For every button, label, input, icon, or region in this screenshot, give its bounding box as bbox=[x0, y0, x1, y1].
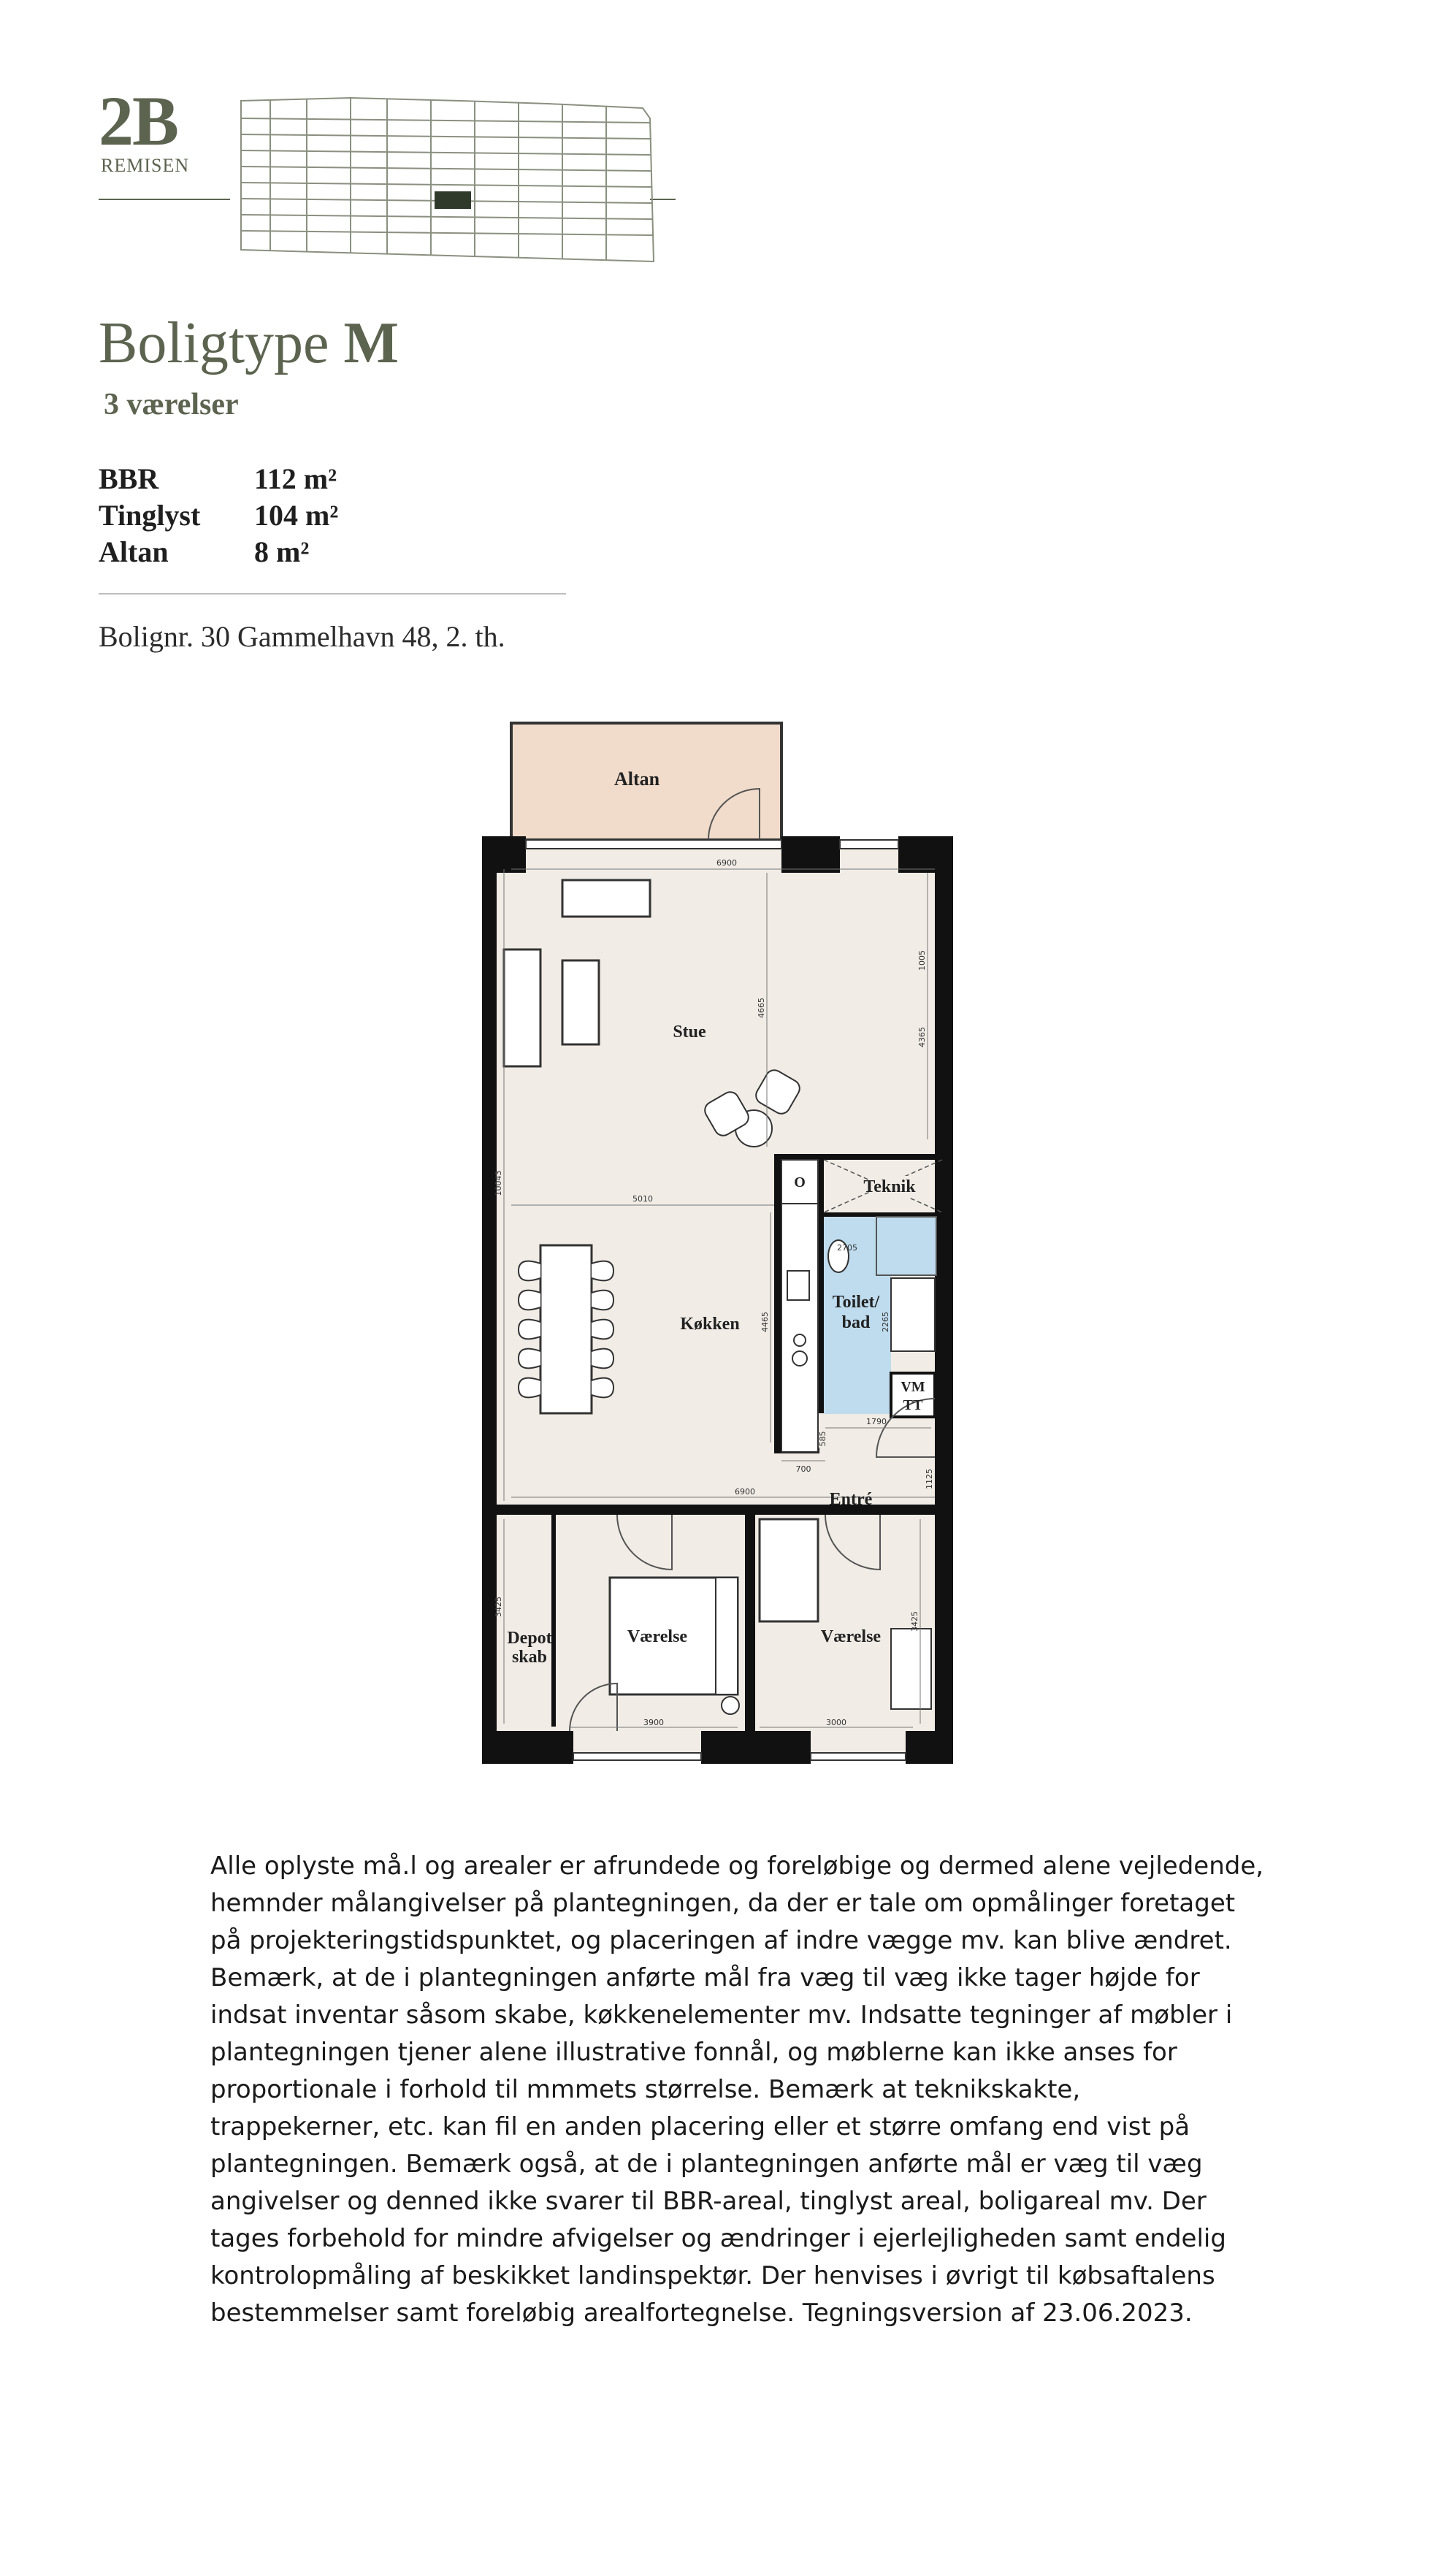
dim-room-h2: 3425 bbox=[910, 1611, 920, 1632]
dim-right-depth: 4365 bbox=[917, 1027, 927, 1047]
dim-left-depth: 10043 bbox=[494, 1170, 503, 1196]
dim-room1-w: 3900 bbox=[643, 1718, 664, 1727]
room-label-depot-1: Depot bbox=[507, 1629, 552, 1648]
disclaimer-line: angivelser og denned ikke svarer til BBR-areal, tinglyst areal, boligareal mv. Der bbox=[210, 2187, 1207, 2216]
building-name: REMISEN bbox=[101, 155, 190, 176]
floor-plan bbox=[438, 701, 1008, 1782]
disclaimer-line: plantegningen tjener alene illustrative fonnål, og møblerne kan ikke anses for bbox=[210, 2038, 1177, 2067]
unit-type-title bbox=[99, 311, 399, 375]
disclaimer-line: hemnder målangivelser på plantegningen, da der er tale om opmålinger foretaget bbox=[210, 1889, 1236, 1918]
dim-stue-depth: 4665 bbox=[757, 998, 766, 1018]
unit-type-letter: M bbox=[343, 311, 399, 375]
building-code: 2B bbox=[99, 82, 178, 160]
room-label-stue: Stue bbox=[673, 1023, 706, 1042]
room-label-altan: Altan bbox=[613, 768, 660, 790]
dim-small-w: 700 bbox=[795, 1464, 811, 1474]
area-value: 112 m² bbox=[254, 462, 337, 495]
disclaimer-line: kontrolopmåling af beskikket landinspektør. Der henvises i øvrigt til købsaftalens bbox=[210, 2261, 1215, 2290]
room-count: 3 værelser bbox=[104, 388, 239, 421]
disclaimer-line: trappekerner, etc. kan fil en anden placering eller et større omfang end vist på bbox=[210, 2112, 1190, 2141]
dim-room2-w: 3000 bbox=[826, 1718, 846, 1727]
area-label: BBR bbox=[99, 462, 159, 495]
dim-kitchen-depth: 4465 bbox=[760, 1312, 770, 1332]
dim-kitchen-width: 5010 bbox=[632, 1194, 653, 1204]
dim-entre-h: 1125 bbox=[925, 1469, 934, 1489]
dim-bath-w: 2705 bbox=[837, 1243, 857, 1253]
area-value: 8 m² bbox=[254, 535, 310, 568]
disclaimer-line: bestemmelser samt foreløbig arealfortegnelse. Tegningsversion af 23.06.2023. bbox=[210, 2298, 1193, 2328]
unit-type-prefix: Boligtype bbox=[99, 311, 344, 375]
disclaimer-line: indsat inventar såsom skabe, køkkenelementer mv. Indsatte tegninger af møbler i bbox=[210, 2000, 1233, 2030]
room-label-vm: VM bbox=[901, 1379, 925, 1395]
disclaimer-line: proportionale i forhold til mmmets størrelse. Bemærk at teknikskakte, bbox=[210, 2075, 1081, 2104]
section-divider bbox=[99, 593, 566, 595]
dim-room-h1: 3425 bbox=[494, 1597, 503, 1617]
room-label-toilet-2: bad bbox=[841, 1313, 871, 1332]
disclaimer-line: plantegningen. Bemærk også, at de i plantegningen anførte mål er væg til væg bbox=[210, 2149, 1203, 2179]
dim-entre-w: 1790 bbox=[866, 1417, 887, 1426]
unit-address: Bolignr. 30 Gammelhavn 48, 2. th. bbox=[99, 620, 505, 653]
area-value: 104 m² bbox=[254, 498, 339, 532]
room-label-tt: TT bbox=[903, 1397, 923, 1413]
room-label-depot-2: skab bbox=[511, 1648, 548, 1667]
room-label-vaerelse-2: Værelse bbox=[820, 1627, 882, 1646]
disclaimer-line: Alle oplyste må.l og arealer er afrundede og foreløbige og dermed alene vejledende, bbox=[210, 1851, 1264, 1881]
room-label-teknik: Teknik bbox=[863, 1177, 916, 1196]
area-table bbox=[99, 460, 338, 570]
room-label-fridge: O bbox=[794, 1174, 806, 1190]
disclaimer-line: Bemærk, at de i plantegningen anførte mål fra væg til væg ikke tager højde for bbox=[210, 1963, 1200, 1992]
room-label-kokken: Køkken bbox=[680, 1315, 740, 1334]
area-label: Tinglyst bbox=[99, 498, 201, 532]
dim-window: 1005 bbox=[917, 950, 927, 971]
dim-top-width: 6900 bbox=[716, 858, 737, 868]
room-label-entre: Entré bbox=[829, 1490, 873, 1509]
disclaimer-text bbox=[210, 1848, 1262, 2332]
room-label-vaerelse-1: Værelse bbox=[627, 1627, 688, 1646]
highlighted-unit bbox=[435, 191, 471, 209]
building-elevation-icon bbox=[95, 82, 701, 270]
area-row-bbr bbox=[99, 460, 338, 497]
area-row-tinglyst bbox=[99, 497, 338, 533]
dim-small-h: 585 bbox=[818, 1431, 827, 1447]
area-row-altan bbox=[99, 533, 338, 570]
dim-bath-h: 2265 bbox=[881, 1312, 890, 1332]
dim-mid-width: 6900 bbox=[735, 1487, 755, 1497]
room-label-toilet-1: Toilet/ bbox=[832, 1293, 880, 1312]
area-label: Altan bbox=[99, 535, 169, 568]
disclaimer-line: på projekteringstidspunktet, og placeringen af indre vægge mv. kan blive ændret. bbox=[210, 1926, 1232, 1955]
disclaimer-line: tages forbehold for mindre afvigelser og ændringer i ejerlejligheden samt endelig bbox=[210, 2224, 1226, 2253]
